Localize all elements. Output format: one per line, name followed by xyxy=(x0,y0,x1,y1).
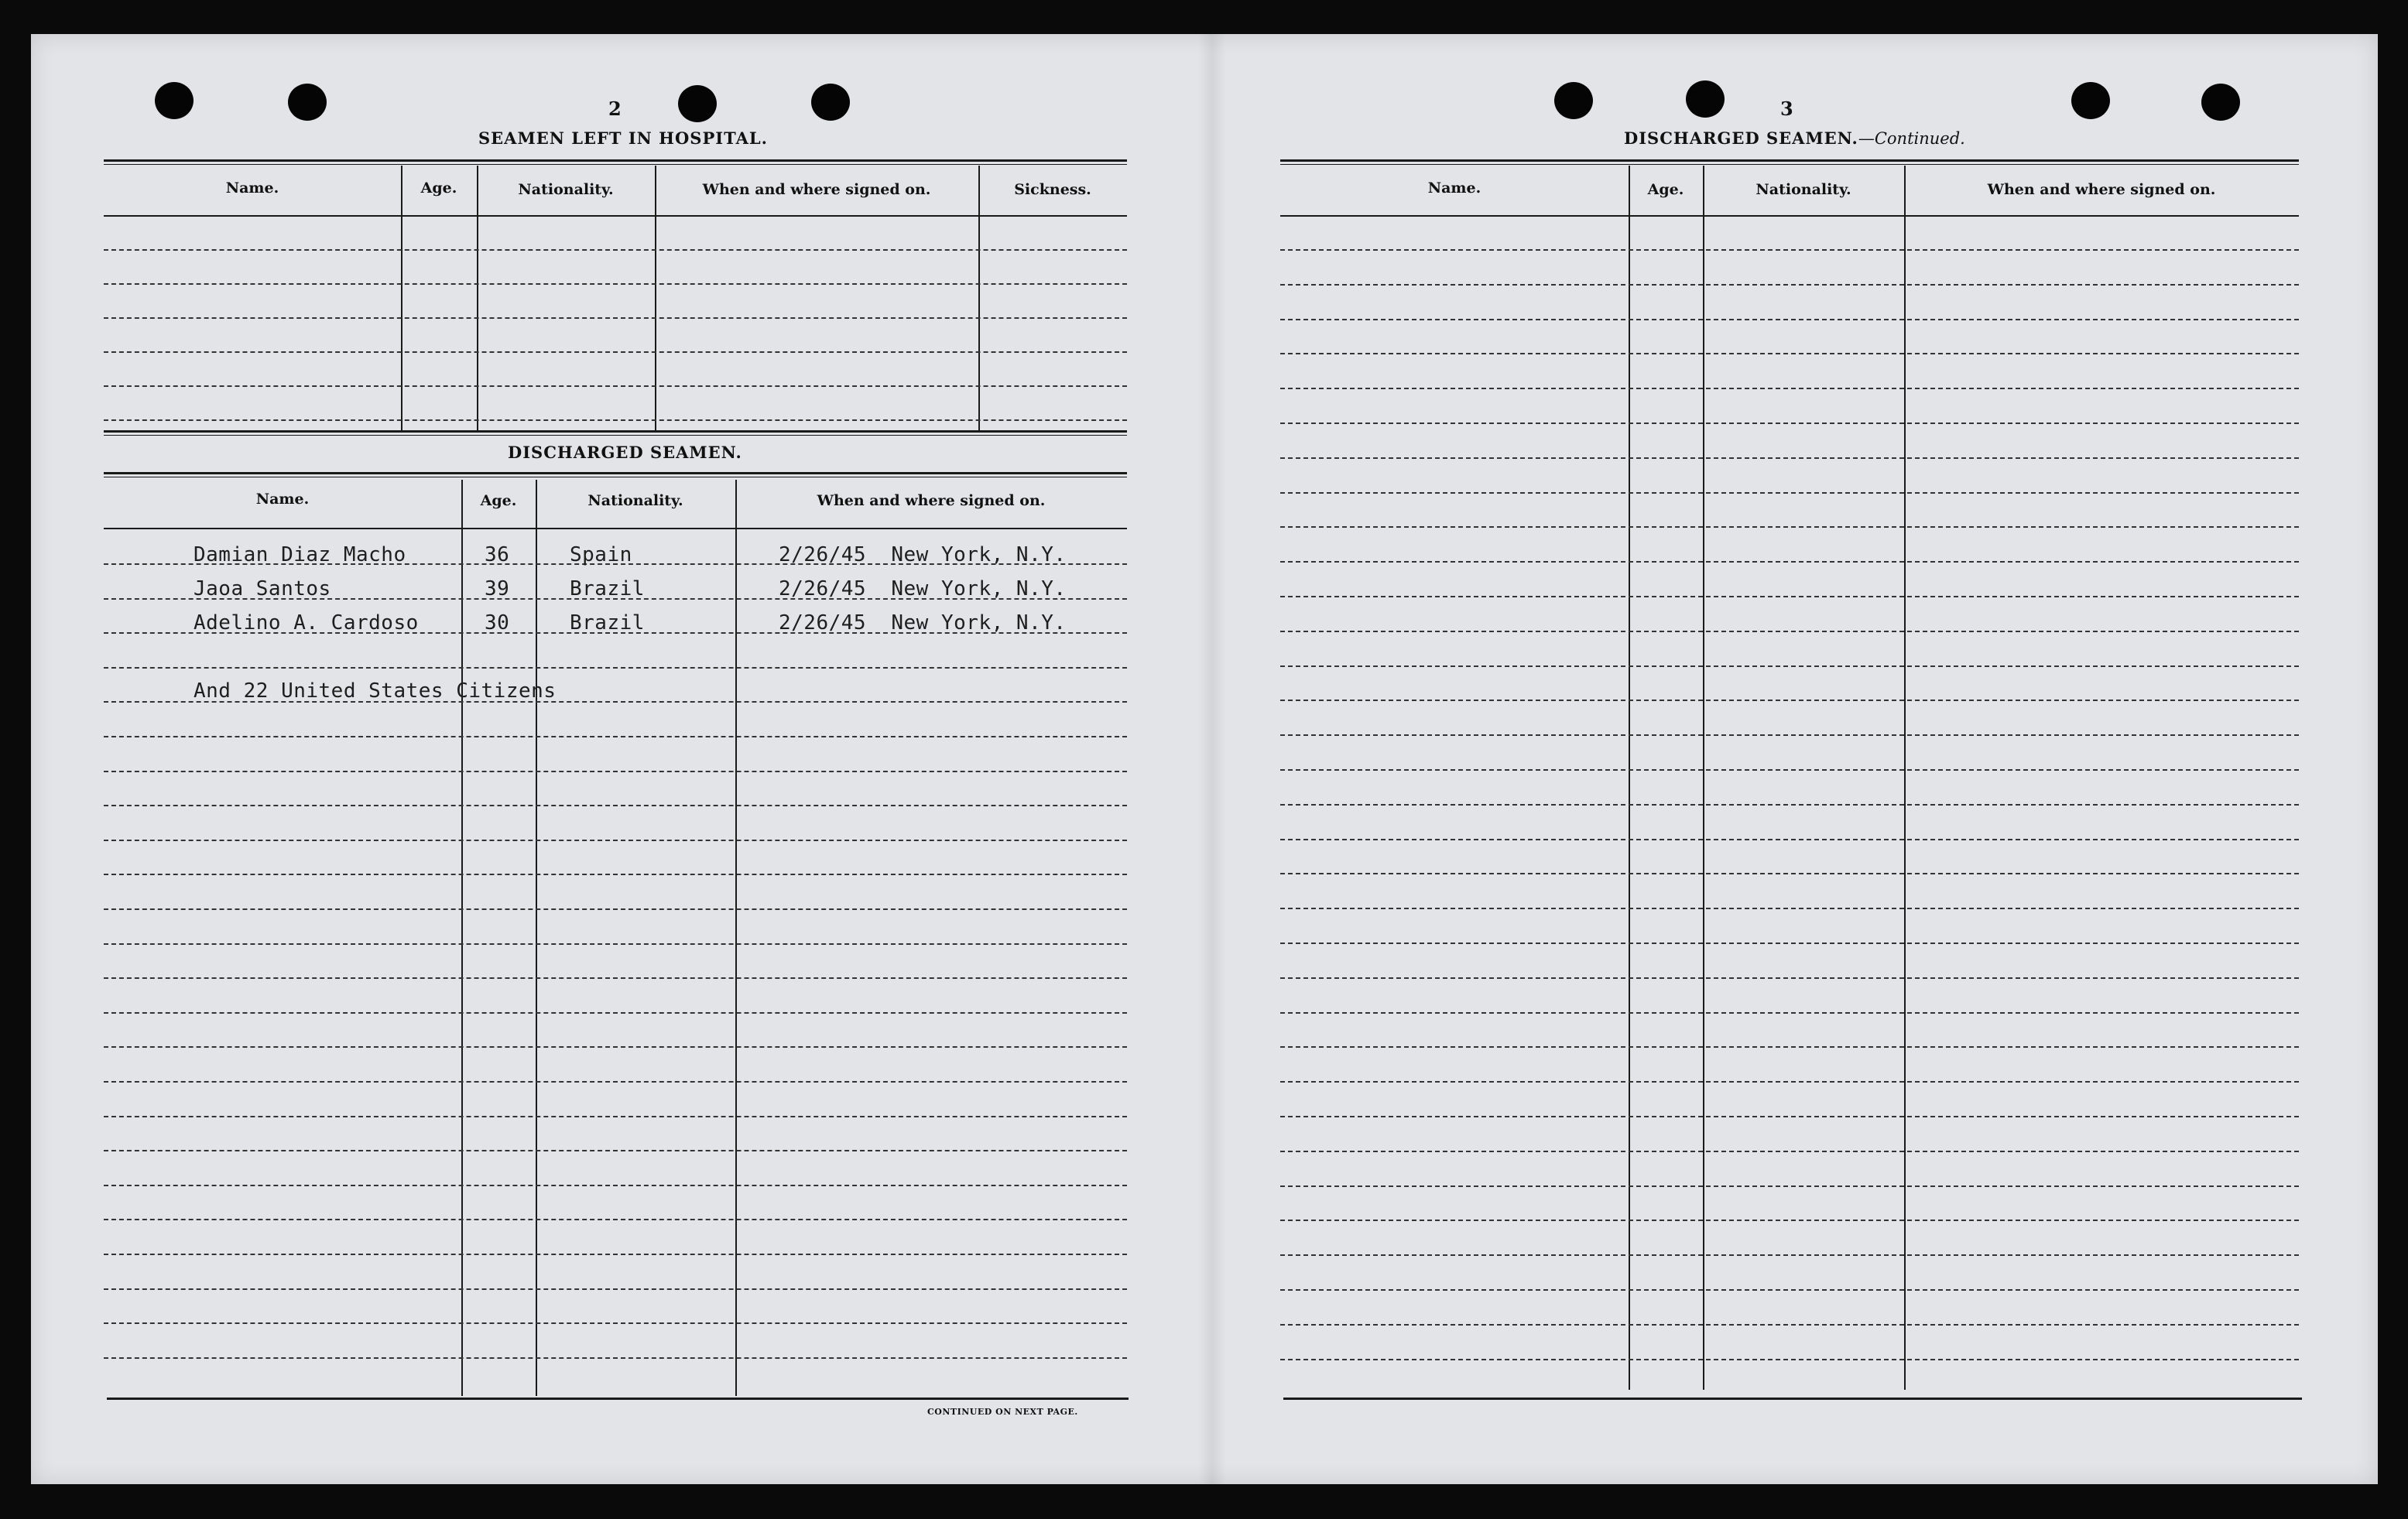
row-line xyxy=(104,1012,1127,1014)
right-col-divider xyxy=(1703,166,1704,1390)
row-line xyxy=(104,1219,1127,1220)
seaman-age: 36 xyxy=(485,543,510,566)
hospital-row-line xyxy=(104,317,1127,319)
seaman-nationality: Spain xyxy=(570,543,632,566)
punch-hole xyxy=(2201,84,2240,121)
seaman-age: 30 xyxy=(485,611,510,635)
right-col-divider xyxy=(1629,166,1630,1390)
row-line xyxy=(1280,839,2299,840)
row-line xyxy=(104,1046,1127,1048)
right-table-bottom-rule xyxy=(1283,1398,2302,1400)
right-col-divider xyxy=(1904,166,1906,1390)
row-line xyxy=(104,1116,1127,1117)
row-line xyxy=(104,977,1127,979)
row-line xyxy=(104,908,1127,910)
row-line xyxy=(1280,1046,2299,1048)
row-line xyxy=(1280,249,2299,251)
row-line xyxy=(1280,700,2299,701)
hospital-col-divider xyxy=(477,166,478,432)
hospital-row-line xyxy=(104,419,1127,421)
page-fold xyxy=(1198,34,1226,1484)
hospital-col-age: Age. xyxy=(420,180,457,197)
discharged-col-nationality: Nationality. xyxy=(587,492,683,509)
seaman-name: Jaoa Santos xyxy=(194,577,331,600)
discharged-table-bottom-rule xyxy=(107,1398,1129,1400)
hospital-header-rule xyxy=(104,215,1127,217)
row-line xyxy=(104,943,1127,945)
discharged-col-name: Name. xyxy=(255,491,310,508)
discharged-header-rule xyxy=(104,528,1127,529)
row-line xyxy=(104,1254,1127,1255)
row-line xyxy=(1280,1254,2299,1256)
punch-hole xyxy=(2071,82,2110,119)
hospital-table-bottom-rule xyxy=(104,430,1127,436)
row-line xyxy=(1280,388,2299,389)
continued-note: CONTINUED ON NEXT PAGE. xyxy=(927,1407,1078,1417)
row-line xyxy=(1280,908,2299,909)
punch-hole xyxy=(1554,82,1593,119)
seaman-age: 39 xyxy=(485,577,510,600)
row-line xyxy=(104,1081,1127,1083)
discharged-table-top-rule xyxy=(104,472,1127,477)
punch-hole xyxy=(288,84,327,121)
hospital-row-line xyxy=(104,283,1127,285)
hospital-row-line xyxy=(104,249,1127,251)
row-line xyxy=(1280,1324,2299,1326)
seaman-signed-on: 2/26/45 New York, N.Y. xyxy=(779,611,1067,635)
row-line xyxy=(1280,943,2299,944)
row-line xyxy=(104,771,1127,772)
hospital-table-top-rule xyxy=(104,159,1127,165)
discharged-section-title: DISCHARGED SEAMEN. xyxy=(508,443,742,462)
hospital-col-name: Name. xyxy=(225,180,279,197)
discharged-col-age: Age. xyxy=(480,492,517,509)
discharged-col-signed-on: When and where signed on. xyxy=(817,492,1046,509)
punch-hole xyxy=(811,84,850,121)
row-line xyxy=(1280,526,2299,528)
right-table-top-rule xyxy=(1280,159,2299,165)
row-line xyxy=(1280,1116,2299,1117)
row-line xyxy=(1280,769,2299,771)
right-col-signed-on: When and where signed on. xyxy=(1987,181,2216,198)
hospital-col-signed-on: When and where signed on. xyxy=(702,181,931,198)
seaman-signed-on: 2/26/45 New York, N.Y. xyxy=(779,543,1067,566)
row-line xyxy=(1280,873,2299,874)
row-line xyxy=(1280,1081,2299,1083)
right-col-age: Age. xyxy=(1647,181,1684,198)
row-line xyxy=(1280,1359,2299,1360)
row-line xyxy=(104,874,1127,875)
row-line xyxy=(1280,1012,2299,1014)
right-col-name: Name. xyxy=(1427,180,1481,197)
right-header-rule xyxy=(1280,215,2299,217)
hospital-col-sickness: Sickness. xyxy=(1014,181,1091,198)
seaman-signed-on: 2/26/45 New York, N.Y. xyxy=(779,577,1067,600)
row-line xyxy=(104,736,1127,737)
punch-hole xyxy=(678,85,717,122)
page-number-right: 3 xyxy=(1780,98,1793,120)
hospital-row-line xyxy=(104,385,1127,387)
citizens-note: And 22 United States Citizens xyxy=(194,679,557,703)
seaman-name: Damian Diaz Macho xyxy=(194,543,406,566)
hospital-row-line xyxy=(104,351,1127,353)
seaman-nationality: Brazil xyxy=(570,577,645,600)
row-line xyxy=(1280,423,2299,424)
row-line xyxy=(104,840,1127,841)
seaman-name: Adelino A. Cardoso xyxy=(194,611,419,635)
row-line xyxy=(1280,561,2299,563)
row-line xyxy=(1280,1151,2299,1152)
row-line xyxy=(1280,1289,2299,1291)
discharged-continued-title-main: DISCHARGED SEAMEN. xyxy=(1624,128,1858,148)
seaman-nationality: Brazil xyxy=(570,611,645,635)
discharged-col-divider xyxy=(735,480,737,1396)
row-line xyxy=(1280,457,2299,459)
hospital-section-title: SEAMEN LEFT IN HOSPITAL. xyxy=(478,128,768,148)
row-line xyxy=(1280,284,2299,286)
discharged-continued-suffix: —Continued. xyxy=(1858,129,1965,148)
hospital-col-divider xyxy=(401,166,402,432)
row-line xyxy=(104,1150,1127,1151)
row-line xyxy=(104,805,1127,806)
row-line xyxy=(1280,353,2299,354)
row-line xyxy=(1280,665,2299,667)
discharged-col-divider xyxy=(536,480,537,1396)
discharged-continued-title xyxy=(1624,128,1965,148)
row-line xyxy=(1280,804,2299,806)
row-line xyxy=(1280,596,2299,597)
right-col-nationality: Nationality. xyxy=(1755,181,1851,198)
row-line xyxy=(1280,319,2299,320)
row-line xyxy=(1280,492,2299,494)
row-line xyxy=(1280,977,2299,979)
punch-hole xyxy=(1686,80,1725,118)
punch-hole xyxy=(155,82,194,119)
row-line xyxy=(104,1322,1127,1324)
hospital-col-nationality: Nationality. xyxy=(518,181,614,198)
row-line xyxy=(104,1185,1127,1186)
row-line xyxy=(1280,1185,2299,1187)
row-line xyxy=(104,667,1127,669)
row-line xyxy=(1280,734,2299,736)
row-line xyxy=(1280,631,2299,632)
discharged-col-divider xyxy=(461,480,463,1396)
row-line xyxy=(104,1357,1127,1359)
document-spread xyxy=(31,34,2378,1484)
hospital-col-divider xyxy=(655,166,656,432)
page-number-left: 2 xyxy=(608,98,622,120)
row-line xyxy=(1280,1220,2299,1221)
row-line xyxy=(104,1288,1127,1290)
hospital-col-divider xyxy=(978,166,980,432)
